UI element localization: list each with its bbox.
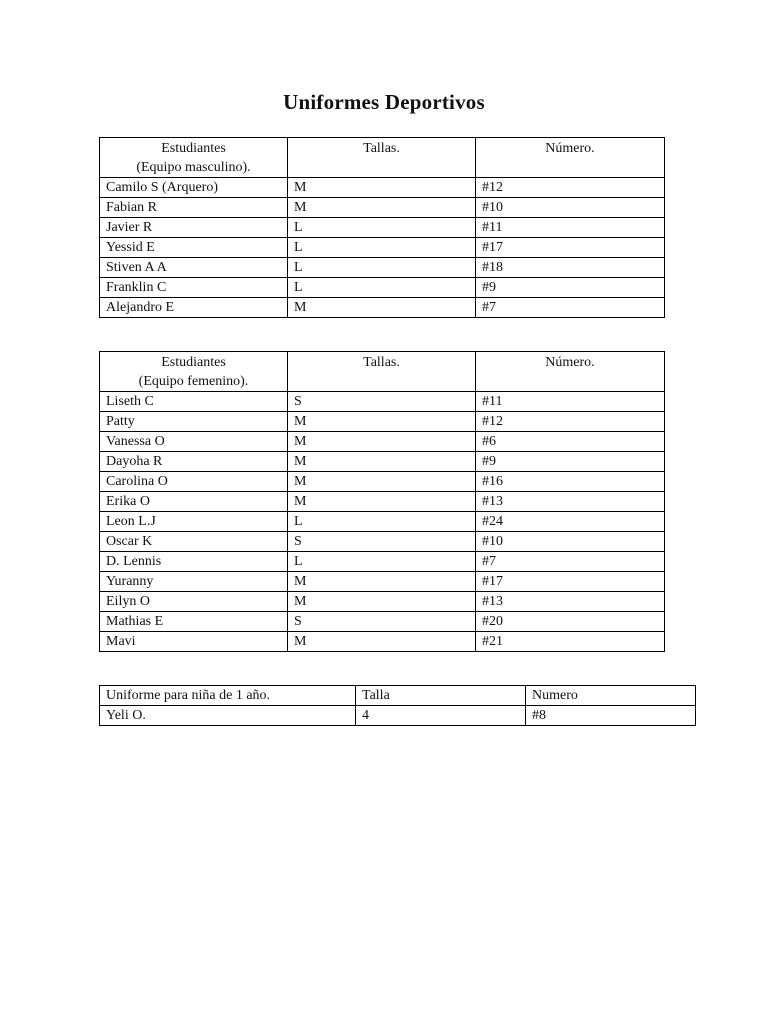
male-team-table bbox=[99, 137, 665, 318]
table-row bbox=[100, 452, 665, 472]
table-row bbox=[100, 552, 665, 572]
table-row bbox=[100, 218, 665, 238]
cell-number: #11 bbox=[476, 218, 665, 238]
cell-number: #17 bbox=[476, 238, 665, 258]
cell-number: #7 bbox=[476, 298, 665, 318]
cell-size: S bbox=[288, 612, 476, 632]
cell-student-name: Eilyn O bbox=[100, 592, 288, 612]
table-row bbox=[100, 392, 665, 412]
cell-student-name: Oscar K bbox=[100, 532, 288, 552]
table-row bbox=[100, 472, 665, 492]
cell-student-name: Vanessa O bbox=[100, 432, 288, 452]
cell-number: #13 bbox=[476, 492, 665, 512]
cell-size: M bbox=[288, 198, 476, 218]
table-header-row bbox=[100, 686, 696, 706]
table-row bbox=[100, 432, 665, 452]
cell-number: #10 bbox=[476, 532, 665, 552]
header-sizes: Tallas. bbox=[288, 138, 476, 178]
cell-size: L bbox=[288, 278, 476, 298]
cell-student-name: Erika O bbox=[100, 492, 288, 512]
cell-student-name: Patty bbox=[100, 412, 288, 432]
cell-student-name: Alejandro E bbox=[100, 298, 288, 318]
header-number: Numero bbox=[526, 686, 696, 706]
cell-size: M bbox=[288, 572, 476, 592]
cell-number: #13 bbox=[476, 592, 665, 612]
header-team-label: (Equipo femenino). bbox=[138, 374, 249, 389]
cell-size: M bbox=[288, 492, 476, 512]
cell-student-name: D. Lennis bbox=[100, 552, 288, 572]
table-row bbox=[100, 198, 665, 218]
cell-number: #21 bbox=[476, 632, 665, 652]
cell-size: S bbox=[288, 532, 476, 552]
cell-number: #12 bbox=[476, 412, 665, 432]
cell-size: M bbox=[288, 452, 476, 472]
table-row bbox=[100, 592, 665, 612]
table-row bbox=[100, 512, 665, 532]
cell-number: #8 bbox=[526, 706, 696, 726]
cell-student-name: Fabian R bbox=[100, 198, 288, 218]
cell-student-name: Liseth C bbox=[100, 392, 288, 412]
cell-student-name: Javier R bbox=[100, 218, 288, 238]
cell-size: L bbox=[288, 258, 476, 278]
cell-student-name: Mathias E bbox=[100, 612, 288, 632]
cell-student-name: Mavi bbox=[100, 632, 288, 652]
cell-number: #20 bbox=[476, 612, 665, 632]
table-row bbox=[100, 298, 665, 318]
header-sizes: Tallas. bbox=[288, 352, 476, 392]
cell-size: S bbox=[288, 392, 476, 412]
table-row bbox=[100, 492, 665, 512]
header-size: Talla bbox=[356, 686, 526, 706]
table-row bbox=[100, 258, 665, 278]
cell-student-name: Leon L.J bbox=[100, 512, 288, 532]
cell-student-name: Camilo S (Arquero) bbox=[100, 178, 288, 198]
header-team-label: (Equipo masculino). bbox=[136, 160, 251, 175]
cell-student-name: Yuranny bbox=[100, 572, 288, 592]
cell-number: #9 bbox=[476, 278, 665, 298]
cell-number: #24 bbox=[476, 512, 665, 532]
header-uniform: Uniforme para niña de 1 año. bbox=[100, 686, 356, 706]
cell-size: L bbox=[288, 238, 476, 258]
cell-student-name: Dayoha R bbox=[100, 452, 288, 472]
cell-student-name: Stiven A A bbox=[100, 258, 288, 278]
cell-number: #12 bbox=[476, 178, 665, 198]
cell-number: #10 bbox=[476, 198, 665, 218]
header-students bbox=[100, 352, 288, 392]
cell-number: #17 bbox=[476, 572, 665, 592]
table-row bbox=[100, 178, 665, 198]
cell-student-name: Carolina O bbox=[100, 472, 288, 492]
cell-size: L bbox=[288, 552, 476, 572]
table-row bbox=[100, 238, 665, 258]
table-row bbox=[100, 278, 665, 298]
table-row bbox=[100, 532, 665, 552]
cell-size: M bbox=[288, 592, 476, 612]
header-students-label: Estudiantes bbox=[161, 355, 226, 370]
cell-student-name: Yeli O. bbox=[100, 706, 356, 726]
cell-number: #6 bbox=[476, 432, 665, 452]
table-row bbox=[100, 412, 665, 432]
table-header-row bbox=[100, 138, 665, 178]
cell-number: #7 bbox=[476, 552, 665, 572]
cell-number: #18 bbox=[476, 258, 665, 278]
header-students bbox=[100, 138, 288, 178]
header-students-label: Estudiantes bbox=[161, 141, 226, 156]
cell-size: M bbox=[288, 632, 476, 652]
cell-size: M bbox=[288, 298, 476, 318]
cell-size: M bbox=[288, 412, 476, 432]
cell-size: M bbox=[288, 178, 476, 198]
cell-student-name: Franklin C bbox=[100, 278, 288, 298]
cell-number: #9 bbox=[476, 452, 665, 472]
header-number: Número. bbox=[476, 138, 665, 178]
page-title: Uniformes Deportivos bbox=[283, 90, 485, 114]
table-row bbox=[100, 706, 696, 726]
cell-size: L bbox=[288, 218, 476, 238]
cell-size: M bbox=[288, 472, 476, 492]
cell-size: L bbox=[288, 512, 476, 532]
table-row bbox=[100, 572, 665, 592]
table-row bbox=[100, 632, 665, 652]
header-number: Número. bbox=[476, 352, 665, 392]
cell-number: #11 bbox=[476, 392, 665, 412]
cell-size: 4 bbox=[356, 706, 526, 726]
cell-student-name: Yessid E bbox=[100, 238, 288, 258]
table-row bbox=[100, 612, 665, 632]
female-team-table bbox=[99, 351, 665, 652]
baby-uniform-table bbox=[99, 685, 696, 726]
cell-size: M bbox=[288, 432, 476, 452]
table-header-row bbox=[100, 352, 665, 392]
cell-number: #16 bbox=[476, 472, 665, 492]
